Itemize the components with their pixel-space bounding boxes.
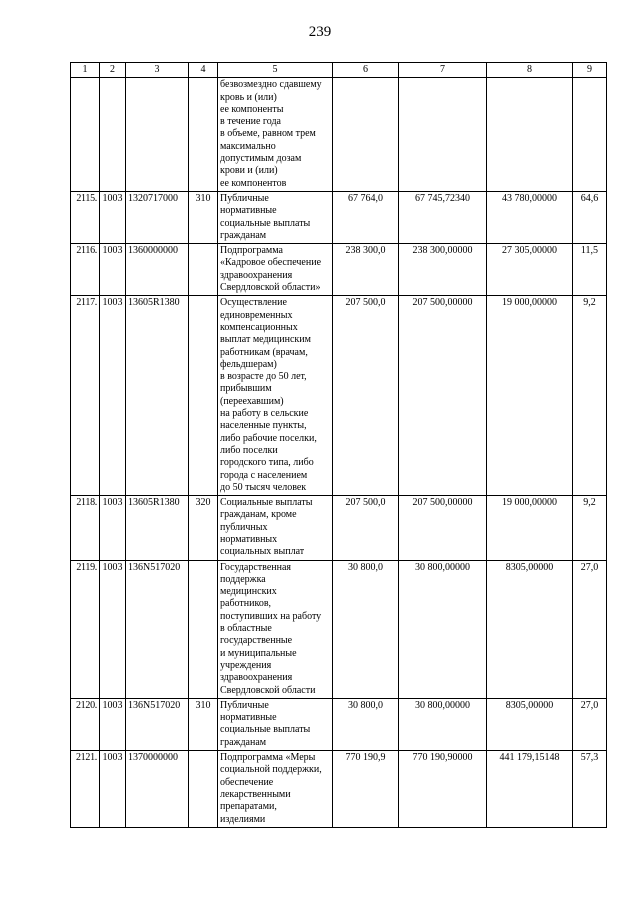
expense-type-cell: 310 [189, 191, 218, 243]
actual-amount-cell: 19 000,00000 [487, 296, 573, 496]
expense-type-cell [189, 751, 218, 828]
percent-cell: 27,0 [573, 560, 607, 698]
target-article-cell: 13605R1380 [126, 496, 189, 560]
percent-cell: 57,3 [573, 751, 607, 828]
section-code-cell: 1003 [100, 296, 126, 496]
adjusted-amount-cell: 207 500,00000 [399, 296, 487, 496]
table-row [71, 296, 607, 496]
page-number: 239 [308, 24, 332, 40]
table-row [71, 244, 607, 296]
plan-amount-cell: 30 800,0 [333, 560, 399, 698]
section-code-cell: 1003 [100, 496, 126, 560]
section-code-cell: 1003 [100, 698, 126, 750]
row-number-cell: 2118. [71, 496, 100, 560]
actual-amount-cell: 43 780,00000 [487, 191, 573, 243]
table-row [71, 560, 607, 698]
table-row [71, 751, 607, 828]
table-row [71, 78, 607, 192]
plan-amount-cell: 67 764,0 [333, 191, 399, 243]
actual-amount-cell: 19 000,00000 [487, 496, 573, 560]
name-cell: Государственная поддержка медицинских работников, поступивших на работу в областные государственные и муниципальные учреждения здравоохранения Свердловской области [218, 560, 333, 698]
header-cell: 5 [218, 63, 333, 78]
row-number-cell: 2120. [71, 698, 100, 750]
section-code-cell: 1003 [100, 751, 126, 828]
name-cell: Подпрограмма «Кадровое обеспечение здравоохранения Свердловской области» [218, 244, 333, 296]
adjusted-amount-cell: 30 800,00000 [399, 560, 487, 698]
actual-amount-cell: 8305,00000 [487, 698, 573, 750]
section-code-cell: 1003 [100, 560, 126, 698]
header-cell: 9 [573, 63, 607, 78]
expense-type-cell: 310 [189, 698, 218, 750]
row-number-cell [71, 78, 100, 192]
name-cell: Публичные нормативные социальные выплаты гражданам [218, 698, 333, 750]
adjusted-amount-cell: 207 500,00000 [399, 496, 487, 560]
header-cell: 8 [487, 63, 573, 78]
row-number-cell: 2117. [71, 296, 100, 496]
target-article-cell: 136N517020 [126, 560, 189, 698]
name-cell: Социальные выплаты гражданам, кроме публичных нормативных социальных выплат [218, 496, 333, 560]
actual-amount-cell [487, 78, 573, 192]
section-code-cell [100, 78, 126, 192]
actual-amount-cell: 27 305,00000 [487, 244, 573, 296]
header-cell: 1 [71, 63, 100, 78]
section-code-cell: 1003 [100, 244, 126, 296]
header-cell: 6 [333, 63, 399, 78]
target-article-cell: 13605R1380 [126, 296, 189, 496]
expense-type-cell [189, 296, 218, 496]
adjusted-amount-cell: 770 190,90000 [399, 751, 487, 828]
adjusted-amount-cell [399, 78, 487, 192]
expense-type-cell [189, 560, 218, 698]
header-cell: 4 [189, 63, 218, 78]
row-number-cell: 2119. [71, 560, 100, 698]
plan-amount-cell: 207 500,0 [333, 296, 399, 496]
table-row [71, 698, 607, 750]
adjusted-amount-cell: 30 800,00000 [399, 698, 487, 750]
target-article-cell [126, 78, 189, 192]
expense-type-cell: 320 [189, 496, 218, 560]
actual-amount-cell: 441 179,15148 [487, 751, 573, 828]
plan-amount-cell: 770 190,9 [333, 751, 399, 828]
adjusted-amount-cell: 67 745,72340 [399, 191, 487, 243]
percent-cell: 9,2 [573, 496, 607, 560]
percent-cell: 64,6 [573, 191, 607, 243]
percent-cell [573, 78, 607, 192]
expense-type-cell [189, 244, 218, 296]
target-article-cell: 136N517020 [126, 698, 189, 750]
row-number-cell: 2116. [71, 244, 100, 296]
target-article-cell: 1320717000 [126, 191, 189, 243]
adjusted-amount-cell: 238 300,00000 [399, 244, 487, 296]
target-article-cell: 1360000000 [126, 244, 189, 296]
name-cell: Подпрограмма «Меры социальной поддержки, обеспечение лекарственными препаратами, изделиями [218, 751, 333, 828]
percent-cell: 27,0 [573, 698, 607, 750]
percent-cell: 11,5 [573, 244, 607, 296]
header-cell: 7 [399, 63, 487, 78]
table-row [71, 191, 607, 243]
actual-amount-cell: 8305,00000 [487, 560, 573, 698]
plan-amount-cell: 30 800,0 [333, 698, 399, 750]
table-row [71, 496, 607, 560]
name-cell: безвозмездно сдавшему кровь и (или) ее компоненты в течение года в объеме, равном трем максимально допустимым дозам крови и (или) ее компонентов [218, 78, 333, 192]
name-cell: Осуществление единовременных компенсационных выплат медицинским работникам (врачам, фельдшерам) в возрасте до 50 лет, прибывшим (переехавшим) на работу в сельские населенные пункты, либо рабочие поселки, либо поселки городского типа, либо города с населением до 50 тысяч человек [218, 296, 333, 496]
row-number-cell: 2115. [71, 191, 100, 243]
header-cell: 2 [100, 63, 126, 78]
plan-amount-cell [333, 78, 399, 192]
header-row [71, 63, 607, 78]
row-number-cell: 2121. [71, 751, 100, 828]
target-article-cell: 1370000000 [126, 751, 189, 828]
budget-table [70, 62, 607, 828]
section-code-cell: 1003 [100, 191, 126, 243]
plan-amount-cell: 207 500,0 [333, 496, 399, 560]
expense-type-cell [189, 78, 218, 192]
name-cell: Публичные нормативные социальные выплаты гражданам [218, 191, 333, 243]
percent-cell: 9,2 [573, 296, 607, 496]
header-cell: 3 [126, 63, 189, 78]
plan-amount-cell: 238 300,0 [333, 244, 399, 296]
